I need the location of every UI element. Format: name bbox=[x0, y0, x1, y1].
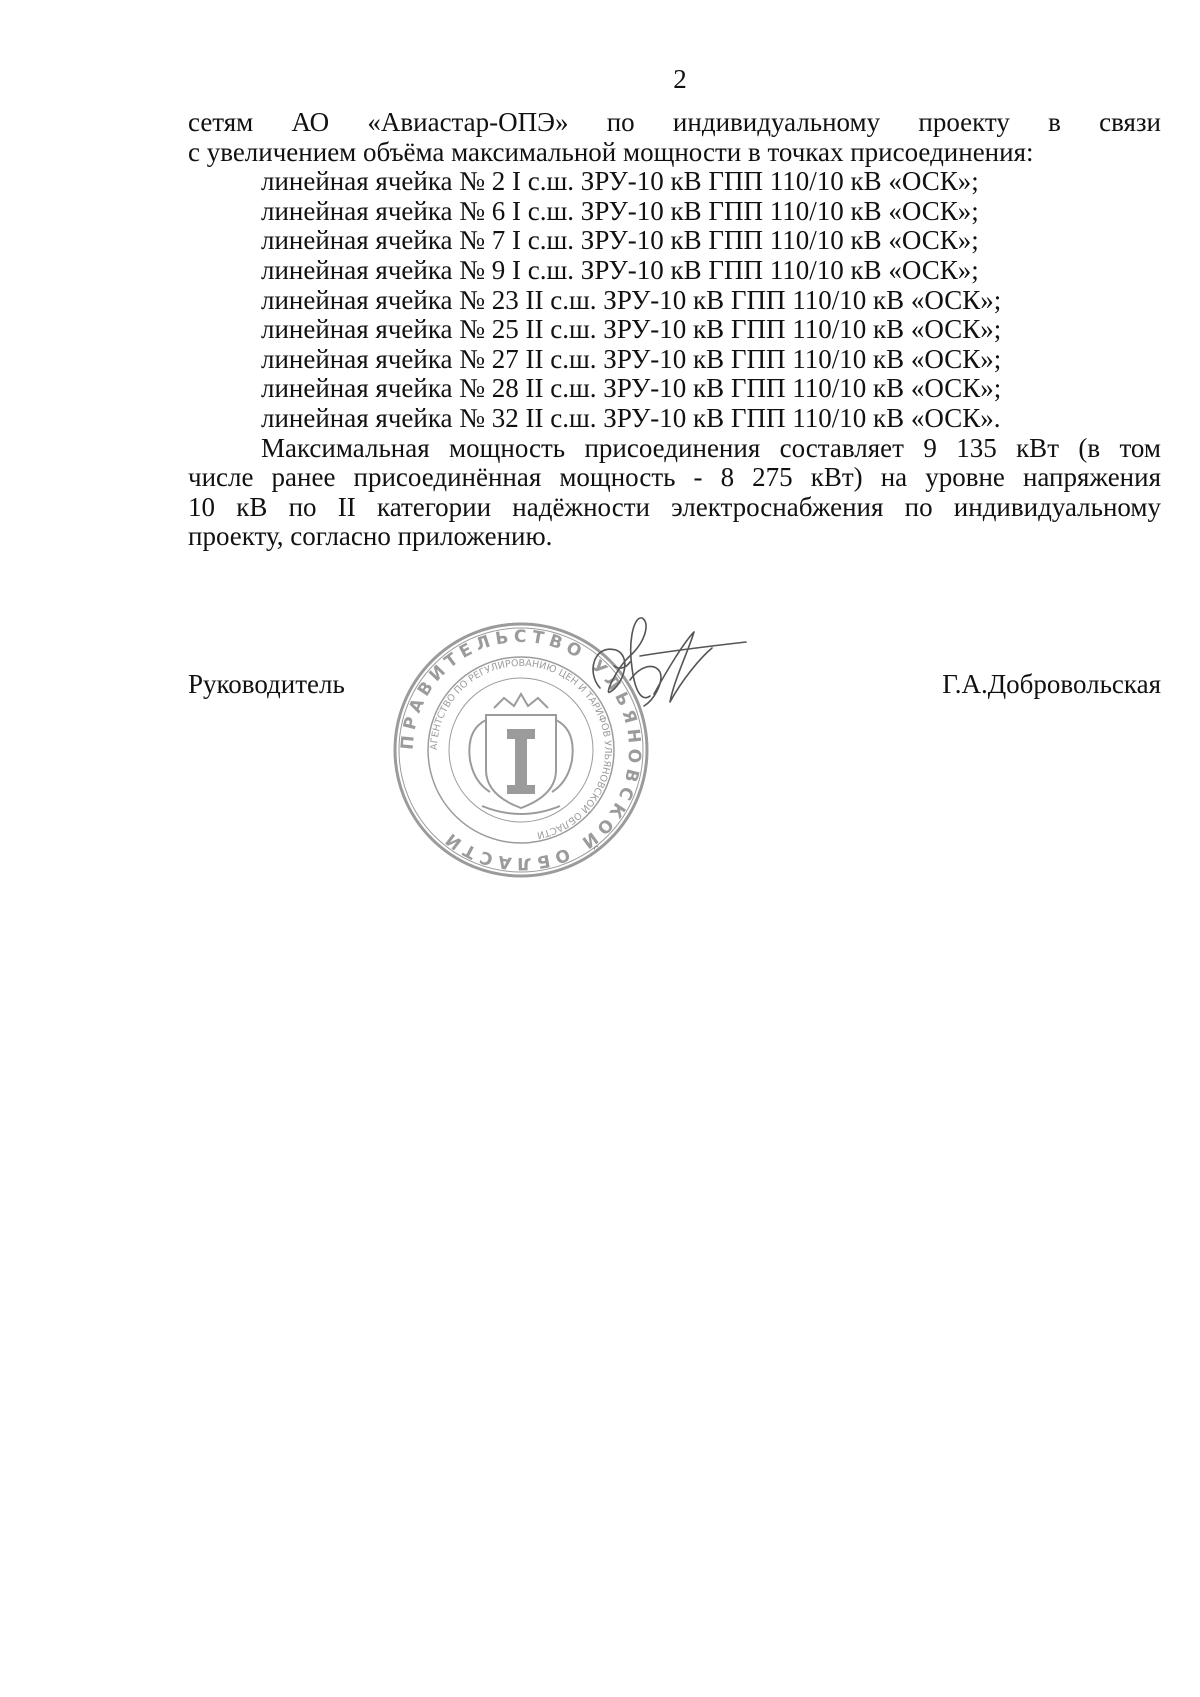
paragraph-line-3: 10 кВ по II категории надёжности электроснабжения по индивидуальному bbox=[188, 491, 1161, 522]
connection-point: линейная ячейка № 7 I с.ш. ЗРУ-10 кВ ГПП 110/10 кВ «ОСК»; bbox=[261, 225, 979, 256]
connection-point: линейная ячейка № 32 II с.ш. ЗРУ-10 кВ ГПП 110/10 кВ «ОСК». bbox=[261, 402, 1001, 433]
intro-line-2: с увеличением объёма максимальной мощности в точках присоединения: bbox=[188, 136, 1034, 167]
coat-of-arms-icon bbox=[469, 694, 572, 814]
paragraph-line-2: числе ранее присоединённая мощность - 8 275 кВт) на уровне напряжения bbox=[188, 462, 1161, 493]
paragraph-line-1: Максимальная мощность присоединения составляет 9 135 кВт (в том bbox=[261, 432, 1161, 463]
document-body bbox=[188, 108, 1161, 552]
signer-name: Г.А.Добровольская bbox=[942, 669, 1161, 699]
connection-point: линейная ячейка № 27 II с.ш. ЗРУ-10 кВ ГПП 110/10 кВ «ОСК»; bbox=[261, 343, 1002, 374]
connection-point: линейная ячейка № 6 I с.ш. ЗРУ-10 кВ ГПП 110/10 кВ «ОСК»; bbox=[261, 195, 979, 226]
connection-point: линейная ячейка № 9 I с.ш. ЗРУ-10 кВ ГПП 110/10 кВ «ОСК»; bbox=[261, 254, 979, 285]
handwritten-signature bbox=[580, 610, 750, 725]
connection-point: линейная ячейка № 28 II с.ш. ЗРУ-10 кВ ГПП 110/10 кВ «ОСК»; bbox=[261, 373, 1002, 404]
paragraph-line-4: проекту, согласно приложению. bbox=[188, 521, 553, 552]
connection-point: линейная ячейка № 2 I с.ш. ЗРУ-10 кВ ГПП 110/10 кВ «ОСК»; bbox=[261, 166, 979, 197]
seal-inner-text: АГЕНТСТВО ПО РЕГУЛИРОВАНИЮ ЦЕН И ТАРИФОВ УЛЬЯНОВСКОЙ ОБЛАСТИ bbox=[428, 657, 614, 841]
connection-point: линейная ячейка № 25 II с.ш. ЗРУ-10 кВ ГПП 110/10 кВ «ОСК»; bbox=[261, 314, 1002, 345]
intro-line-1: сетям АО «Авиастар-ОПЭ» по индивидуальному проекту в связи bbox=[188, 107, 1161, 137]
connection-point: линейная ячейка № 23 II с.ш. ЗРУ-10 кВ ГПП 110/10 кВ «ОСК»; bbox=[261, 284, 1002, 315]
seal-outer-text: ПРАВИТЕЛЬСТВО УЛЬЯНОВСКОЙ ОБЛАСТИ bbox=[397, 626, 645, 874]
signer-position: Руководитель bbox=[188, 669, 345, 699]
page-number: 2 bbox=[673, 64, 687, 94]
